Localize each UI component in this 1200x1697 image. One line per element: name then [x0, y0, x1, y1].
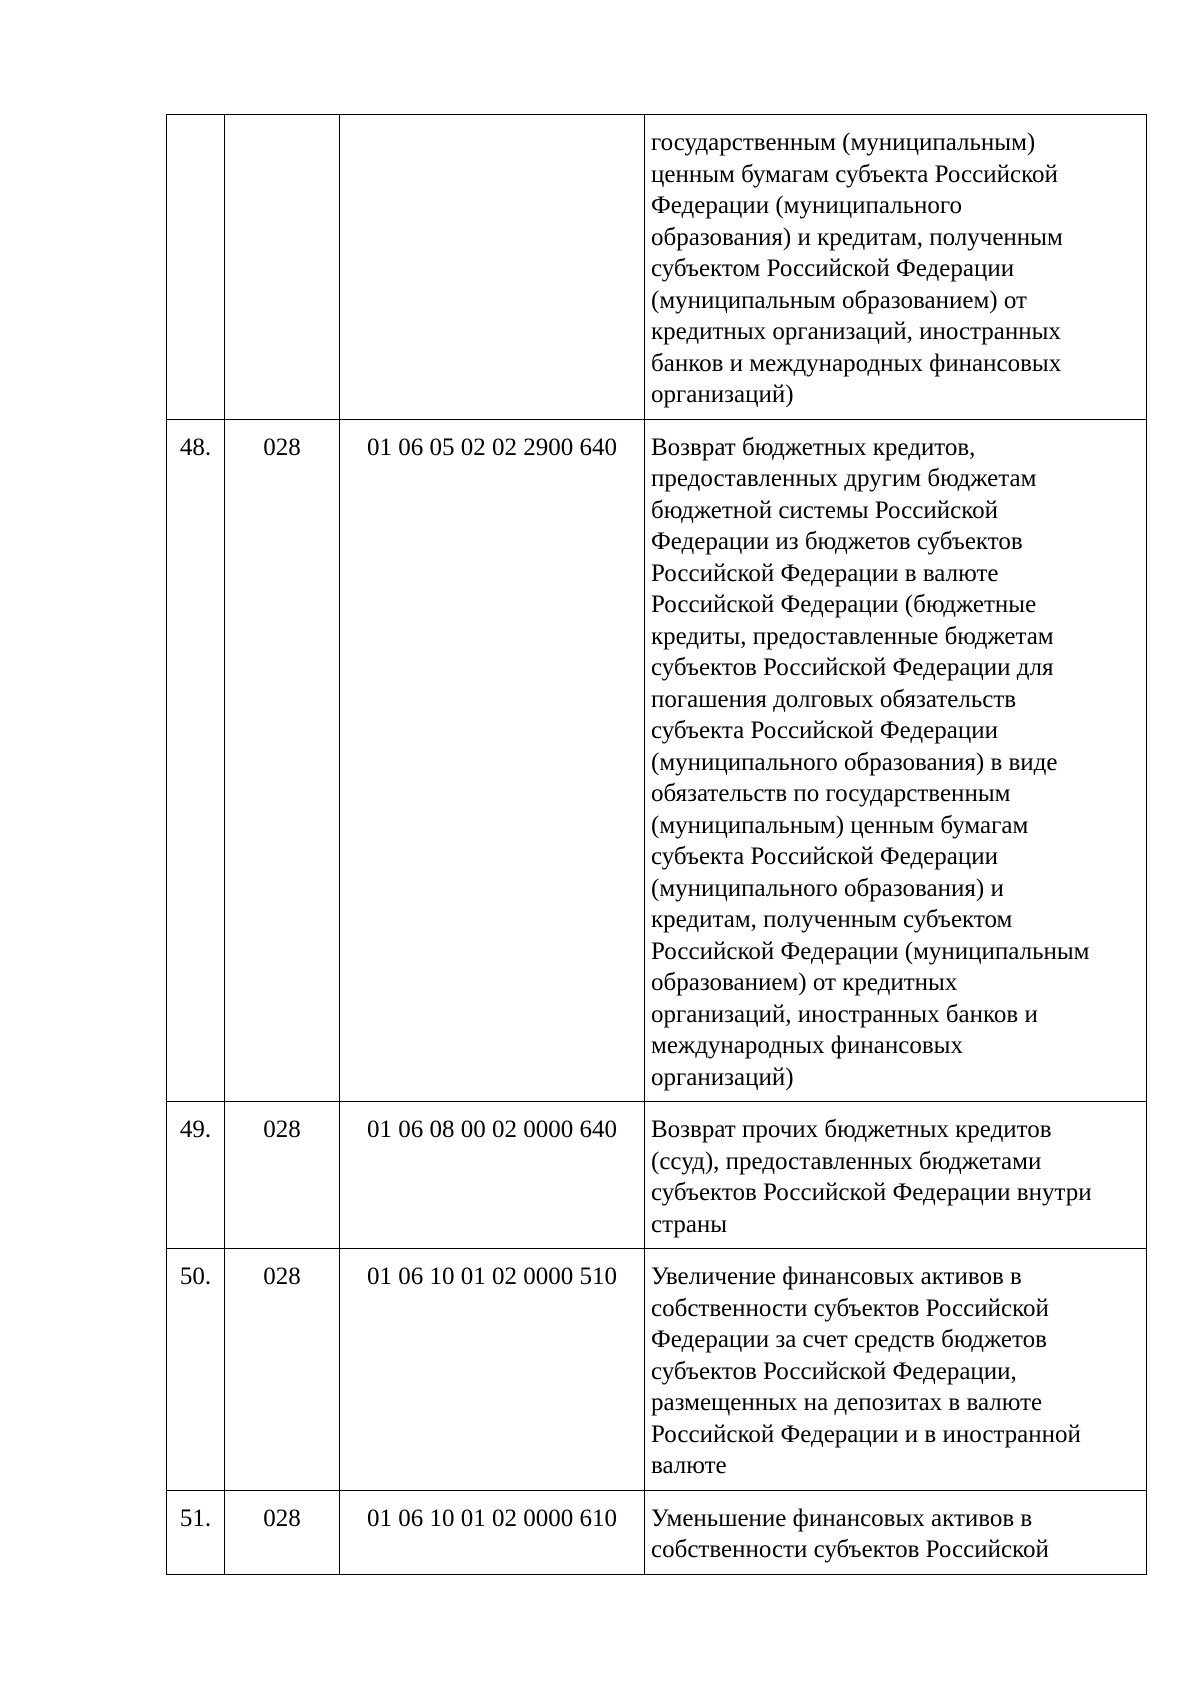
source-name-line: международных финансовых	[651, 1032, 963, 1059]
row-number: 49.	[167, 1102, 225, 1249]
source-name-line: субъекта Российской Федерации	[651, 843, 998, 870]
source-name-line: организаций, иностранных банков и	[651, 1000, 1038, 1028]
source-name	[645, 1249, 1147, 1491]
source-name-line: Российской Федерации (бюджетные	[651, 591, 1037, 618]
source-name-line: образования) и кредитам, полученным	[651, 223, 1063, 251]
source-name-line: (муниципального образования) в виде	[651, 748, 1058, 776]
source-name-line: собственности субъектов Российской	[651, 1294, 1049, 1322]
table-row	[167, 1102, 1147, 1249]
source-name-line: страны	[651, 1210, 728, 1238]
budget-classification-code	[340, 115, 645, 420]
source-name-line: валюте	[651, 1452, 727, 1479]
source-name-line: (муниципального образования) и	[651, 874, 1004, 902]
source-name-line: размещенных на депозитах в валюте	[651, 1389, 1043, 1416]
budget-classification-code: 01 06 10 01 02 0000 510	[340, 1249, 645, 1491]
source-name-line: Возврат прочих бюджетных кредитов	[651, 1116, 1052, 1143]
source-name-line: Российской Федерации (муниципальным	[651, 937, 1090, 965]
source-name-line: банков и международных финансовых	[651, 349, 1062, 377]
source-name-line: Уменьшение финансовых активов в	[651, 1504, 1033, 1532]
source-name-line: организаций)	[651, 1063, 794, 1091]
source-name	[645, 419, 1147, 1102]
source-name-line: субъектов Российской Федерации для	[651, 654, 1054, 681]
source-name-line: предоставленных другим бюджетам	[651, 465, 1037, 492]
admin-code: 028	[225, 1102, 340, 1249]
source-name-line: ценным бумагам субъекта Российской	[651, 160, 1058, 188]
row-number: 51.	[167, 1490, 225, 1574]
admin-code	[225, 115, 340, 420]
source-name-line: (муниципальным образованием) от	[651, 286, 1027, 314]
source-name-line: Федерации (муниципального	[651, 192, 963, 219]
source-name-line: кредиты, предоставленные бюджетам	[651, 622, 1054, 650]
source-name-line: Российской Федерации и в иностранной	[651, 1420, 1081, 1448]
source-name-line: бюджетной системы Российской	[651, 496, 998, 524]
source-name-line: Федерации за счет средств бюджетов	[651, 1326, 1047, 1353]
source-name-line: погашения долговых обязательств	[651, 685, 1017, 713]
row-number	[167, 115, 225, 420]
admin-code: 028	[225, 1490, 340, 1574]
table-row	[167, 1490, 1147, 1574]
budget-classification-code: 01 06 05 02 02 2900 640	[340, 419, 645, 1102]
source-name-line: субъектов Российской Федерации внутри	[651, 1179, 1092, 1206]
budget-classification-code: 01 06 10 01 02 0000 610	[340, 1490, 645, 1574]
source-name-line: кредитам, полученным субъектом	[651, 906, 1013, 933]
source-name-line: обязательств по государственным	[651, 780, 1011, 807]
admin-code: 028	[225, 1249, 340, 1491]
source-name	[645, 1102, 1147, 1249]
source-name-line: (ссуд), предоставленных бюджетами	[651, 1147, 1042, 1175]
source-name	[645, 1490, 1147, 1574]
source-name-line: организаций)	[651, 381, 794, 408]
budget-classification-code: 01 06 08 00 02 0000 640	[340, 1102, 645, 1249]
source-name-line: субъектом Российской Федерации	[651, 255, 1015, 282]
source-name-line: субъекта Российской Федерации	[651, 717, 998, 744]
source-name-line: Увеличение финансовых активов в	[651, 1263, 1022, 1290]
table-body	[167, 115, 1147, 1575]
row-number: 50.	[167, 1249, 225, 1491]
source-name-line: образованием) от кредитных	[651, 969, 958, 996]
table-row	[167, 115, 1147, 420]
table-row	[167, 1249, 1147, 1491]
budget-codes-table	[166, 114, 1147, 1575]
source-name-line: Возврат бюджетных кредитов,	[651, 433, 976, 461]
row-number: 48.	[167, 419, 225, 1102]
source-name-line: собственности субъектов Российской	[651, 1536, 1049, 1563]
source-name-line: государственным (муниципальным)	[651, 129, 1036, 156]
admin-code: 028	[225, 419, 340, 1102]
source-name-line: кредитных организаций, иностранных	[651, 318, 1061, 345]
source-name	[645, 115, 1147, 420]
source-name-line: Федерации из бюджетов субъектов	[651, 528, 1023, 555]
source-name-line: Российской Федерации в валюте	[651, 559, 999, 587]
table-row	[167, 419, 1147, 1102]
source-name-line: субъектов Российской Федерации,	[651, 1357, 1017, 1385]
source-name-line: (муниципальным) ценным бумагам	[651, 811, 1029, 839]
